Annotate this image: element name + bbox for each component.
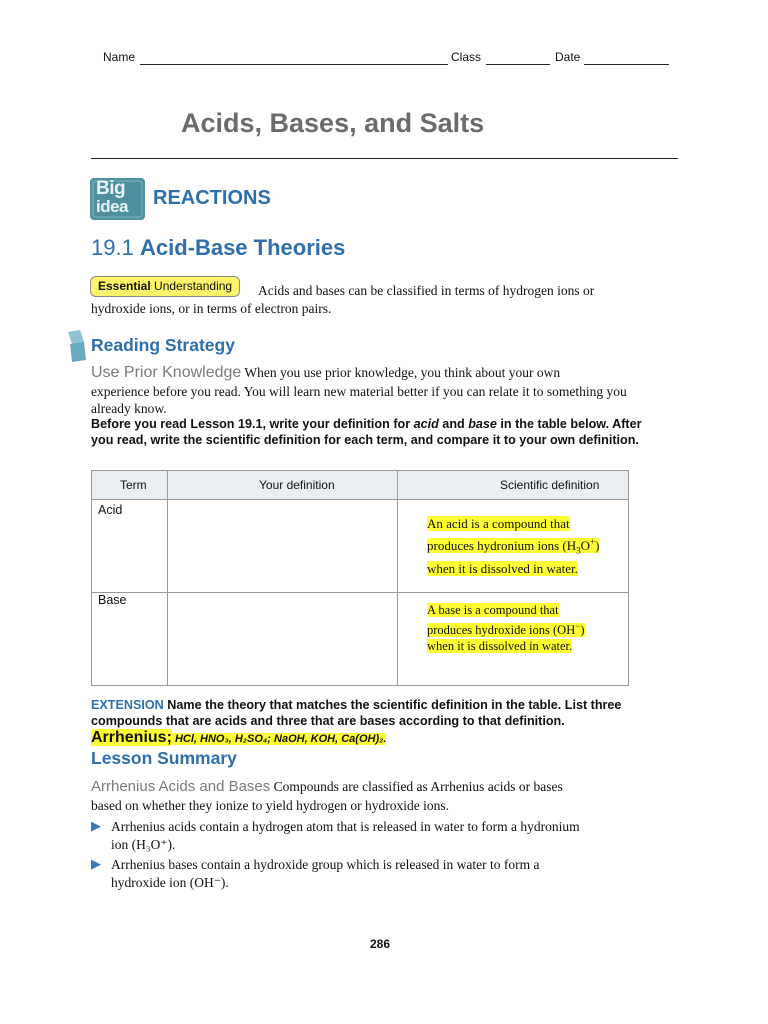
- date-label: Date: [555, 50, 581, 64]
- definition-table: [91, 470, 629, 686]
- instruction-line2: you read, write the scientific definition for each term, and compare it to your own definition.: [91, 433, 639, 447]
- eu-text-line2: hydroxide ions, or in terms of electron pairs.: [91, 301, 332, 316]
- header-term: Term: [120, 478, 147, 492]
- date-blank: [584, 64, 669, 65]
- extension-line1: [91, 697, 691, 713]
- reading-strategy-heading: Reading Strategy: [91, 335, 235, 355]
- inst-acid: acid: [413, 417, 439, 431]
- acid-def-line3: when it is dissolved in water.: [427, 560, 578, 576]
- reading-strategy-icon: [64, 330, 88, 362]
- extension-text1: Name the theory that matches the scientific definition in the table. List three: [163, 698, 622, 712]
- eu-text-line1: Acids and bases can be classified in terms of hydrogen ions or: [258, 283, 595, 298]
- acid-def-mid: O: [580, 538, 591, 554]
- acid-def-line2: produces hydronium ions (H: [427, 538, 577, 554]
- upk-label: Use Prior Knowledge: [91, 364, 242, 381]
- header-your-definition: Your definition: [259, 478, 335, 492]
- summary-subhead: Arrhenius Acids and Bases: [91, 778, 271, 795]
- header-scientific-definition: Scientific definition: [500, 478, 600, 492]
- class-label: Class: [451, 50, 482, 64]
- upk-line2: experience before you read. You will learn new material better if you can relate it to something you: [91, 384, 627, 399]
- essential-understanding-badge: [90, 276, 240, 297]
- bullet-1-line1: Arrhenius acids contain a hydrogen atom that is released in water to form a hydronium: [111, 819, 580, 834]
- lesson-summary-heading: Lesson Summary: [91, 748, 237, 768]
- extension-label: EXTENSION: [91, 698, 164, 712]
- inst-a: Before you read Lesson 19.1, write your definition for: [91, 417, 414, 431]
- lesson-heading: [91, 235, 345, 261]
- bullet-2-line2: hydroxide ion (OH⁻).: [111, 875, 229, 890]
- bullet-2-line1: Arrhenius bases contain a hydroxide group which is released in water to form a: [111, 857, 540, 872]
- name-label: Name: [103, 50, 136, 64]
- lesson-name: Acid-Base Theories: [139, 235, 346, 260]
- eu-badge-bold: Essential: [98, 279, 151, 293]
- inst-and: and: [438, 417, 469, 431]
- col-divider-2: [397, 471, 398, 685]
- big-idea-bottom: idea: [96, 197, 129, 216]
- upk-text1: When you use prior knowledge, you think about your own: [241, 365, 561, 380]
- sci-def-acid: [427, 515, 599, 578]
- upk-line3: already know.: [91, 401, 167, 416]
- summary-intro-line2: based on whether they ionize to yield hydrogen or hydroxide ions.: [91, 798, 450, 813]
- instruction-line1: [91, 416, 642, 432]
- base-def-line3: when it is dissolved in water.: [427, 639, 573, 654]
- acid-def-sub: 3: [576, 545, 581, 556]
- base-def-line1: A base is a compound that: [427, 603, 559, 617]
- base-def-end: ): [580, 623, 585, 638]
- your-definition-acid[interactable]: [168, 500, 396, 591]
- name-blank: [140, 64, 448, 65]
- inst-base: base: [468, 417, 497, 431]
- big-idea-top: Big: [96, 178, 126, 199]
- inst-b: in the table below. After: [496, 417, 642, 431]
- base-def-line2: produces hydroxide ions (OH: [427, 623, 576, 638]
- term-acid: Acid: [98, 503, 123, 517]
- upk-line1: [91, 364, 711, 382]
- acid-def-sup: +: [590, 537, 596, 547]
- title-rule: [91, 158, 678, 159]
- chapter-title: Acids, Bases, and Salts: [181, 108, 485, 138]
- base-def-sup: −: [575, 621, 581, 631]
- sci-def-base: [427, 602, 585, 654]
- lesson-number: 19.1: [91, 235, 134, 260]
- page-number: 286: [370, 937, 391, 951]
- answer-compounds: HCl, HNO₃, H₂SO₄; NaOH, KOH, Ca(OH)₂.: [171, 733, 387, 745]
- answer-theory: Arrhenius;: [91, 729, 172, 746]
- extension-answer: [91, 729, 386, 747]
- summary-intro-line1: [91, 778, 711, 796]
- summary-intro-text: Compounds are classified as Arrhenius acids or bases: [270, 779, 563, 794]
- bullet-arrow-icon: ▶: [91, 856, 101, 871]
- big-idea-label: REACTIONS: [153, 187, 271, 209]
- your-definition-base[interactable]: [168, 593, 396, 683]
- acid-def-line1: An acid is a compound that: [427, 516, 570, 531]
- class-blank: [486, 64, 550, 65]
- big-idea-icon: [90, 178, 145, 220]
- extension-line2: compounds that are acids and three that are bases according to that definition.: [91, 714, 565, 728]
- eu-badge-rest: Understanding: [150, 279, 233, 293]
- acid-def-end: ): [595, 538, 600, 554]
- term-base: Base: [98, 593, 127, 607]
- bullet-arrow-icon: ▶: [91, 818, 101, 833]
- bullet-1-line2: ion (H₃O⁺).: [111, 837, 176, 852]
